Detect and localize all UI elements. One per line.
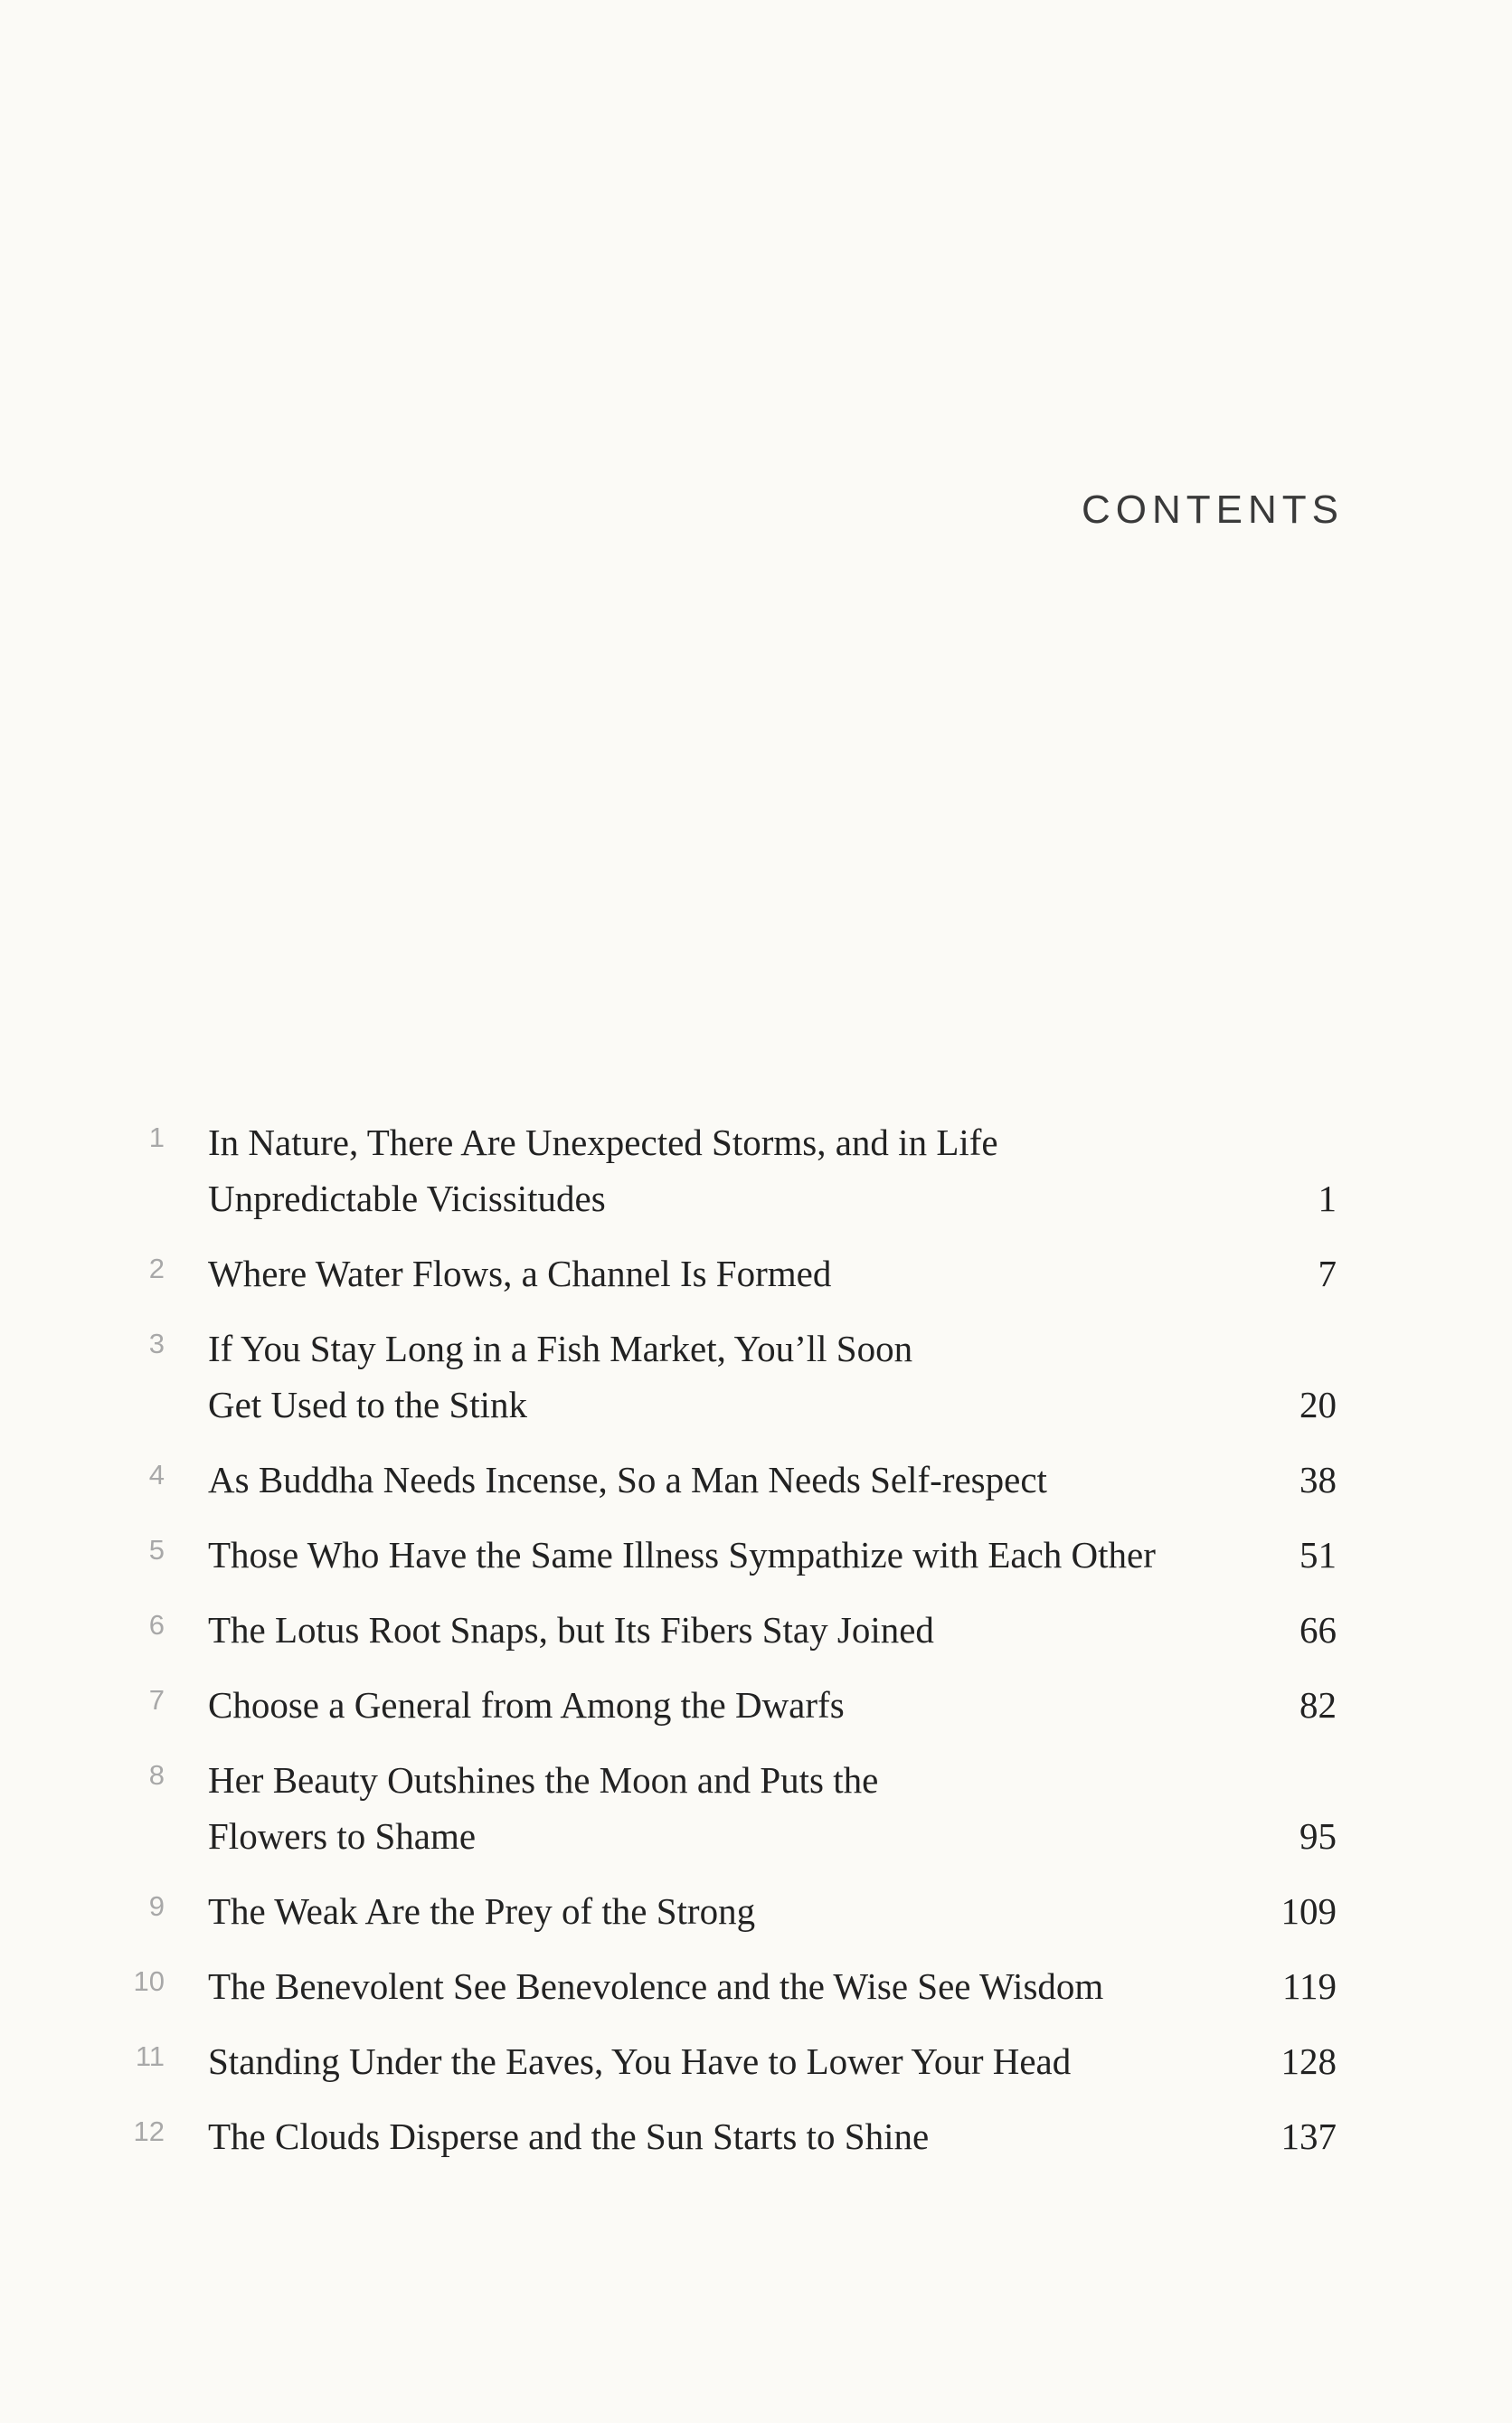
chapter-number: 4 [148,1459,165,1491]
page-number: 51 [1299,1534,1337,1576]
page-number: 66 [1299,1609,1337,1651]
chapter-title-line: Where Water Flows, a Channel Is Formed [208,1253,832,1294]
toc-entry[interactable] [109,1245,1347,1301]
chapter-number: 2 [148,1253,165,1284]
toc-entry[interactable] [109,2108,1347,2164]
chapter-number: 11 [135,2040,165,2072]
toc-entry[interactable] [109,1602,1347,1658]
chapter-title-line: The Weak Are the Prey of the Strong [208,1890,756,1932]
page-number: 137 [1280,2115,1337,2157]
page-number: 7 [1318,1253,1337,1294]
chapter-title-line: If You Stay Long in a Fish Market, You’ll Soon [208,1328,913,1369]
chapter-title [208,1452,1230,1508]
toc-entry[interactable] [109,1883,1347,1939]
chapter-title-line: Flowers to Shame [208,1815,477,1857]
chapter-number: 1 [148,1122,165,1153]
page-number: 1 [1318,1178,1337,1219]
chapter-number: 10 [133,1965,165,1997]
chapter-title-line: The Clouds Disperse and the Sun Starts to Shine [208,2115,930,2157]
page-number: 119 [1282,1965,1337,2007]
page-number: 95 [1299,1815,1337,1857]
chapter-title-line: Those Who Have the Same Illness Sympathize with Each Other [208,1534,1156,1576]
chapter-title [208,1883,1230,1939]
chapter-title [208,1320,1230,1433]
chapter-title-line: Get Used to the Stink [208,1384,528,1425]
chapter-title [208,1527,1230,1583]
table-of-contents [109,1114,1347,2183]
chapter-number: 5 [148,1534,165,1566]
chapter-number: 7 [148,1684,165,1716]
chapter-title [208,1602,1230,1658]
page-number: 82 [1299,1684,1337,1726]
chapter-number: 3 [148,1328,165,1359]
chapter-number: 12 [133,2115,165,2147]
toc-entry[interactable] [109,1320,1347,1433]
chapter-number: 9 [148,1890,165,1922]
chapter-title [208,2108,1230,2164]
chapter-title-line: The Benevolent See Benevolence and the Wise See Wisdom [208,1965,1104,2007]
chapter-title-line: Unpredictable Vicissitudes [208,1178,606,1219]
chapter-title [208,1752,1230,1864]
chapter-number: 6 [148,1609,165,1641]
contents-heading: CONTENTS [1082,487,1344,532]
chapter-number: 8 [148,1759,165,1791]
chapter-title [208,1677,1230,1733]
chapter-title [208,2033,1230,2089]
page-number: 109 [1280,1890,1337,1932]
toc-entry[interactable] [109,1114,1347,1226]
chapter-title-line: The Lotus Root Snaps, but Its Fibers Stay Joined [208,1609,934,1651]
page-number: 128 [1280,2040,1337,2082]
toc-entry[interactable] [109,1752,1347,1864]
toc-entry[interactable] [109,2033,1347,2089]
toc-entry[interactable] [109,1452,1347,1508]
chapter-title-line: Choose a General from Among the Dwarfs [208,1684,845,1726]
toc-entry[interactable] [109,1527,1347,1583]
page-number: 20 [1299,1384,1337,1425]
chapter-title-line: As Buddha Needs Incense, So a Man Needs Self-respect [208,1459,1047,1500]
chapter-title [208,1114,1230,1226]
toc-entry[interactable] [109,1958,1347,2014]
page-number: 38 [1299,1459,1337,1500]
chapter-title [208,1245,1230,1301]
chapter-title-line: Her Beauty Outshines the Moon and Puts the [208,1759,879,1801]
chapter-title-line: In Nature, There Are Unexpected Storms, and in Life [208,1122,998,1163]
chapter-title-line: Standing Under the Eaves, You Have to Lower Your Head [208,2040,1072,2082]
chapter-title [208,1958,1230,2014]
toc-entry[interactable] [109,1677,1347,1733]
